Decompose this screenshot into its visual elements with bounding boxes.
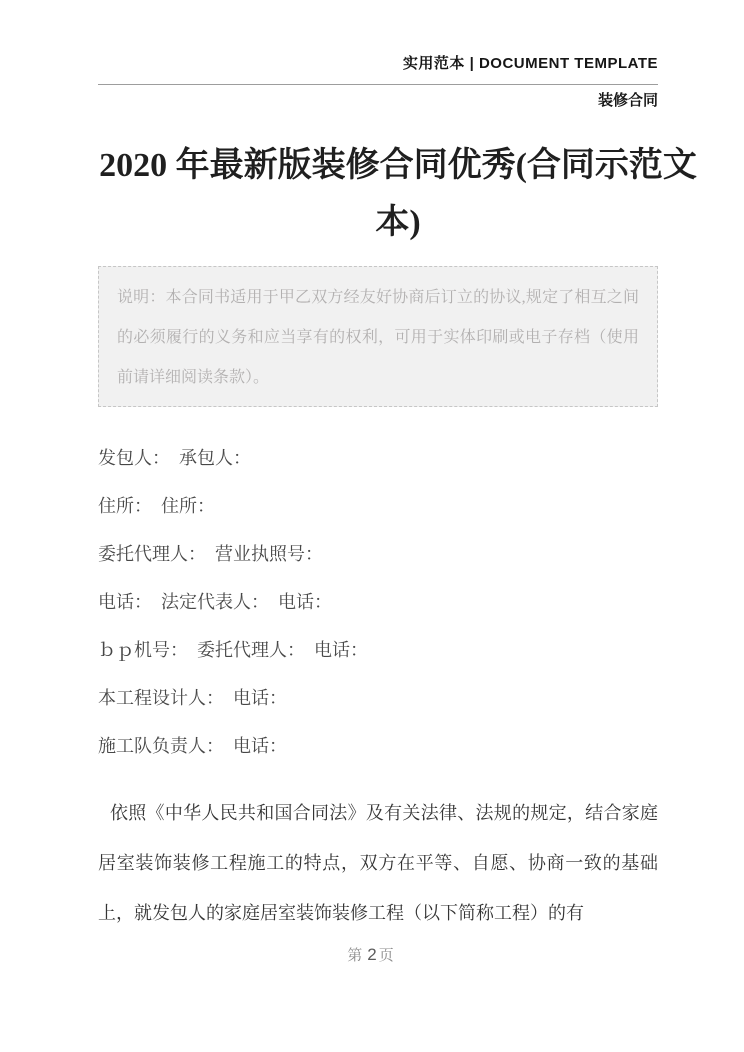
notice-box: [98, 266, 658, 407]
document-title: 2020 年最新版装修合同优秀(合同示范文本): [99, 147, 697, 241]
info-line-phone-representative: 电话： 法定代表人： 电话：: [98, 592, 332, 612]
party-info-section: [98, 449, 658, 756]
info-line-foreman-phone: 施工队负责人： 电话：: [98, 736, 287, 756]
info-line-parties: 发包人： 承包人：: [98, 448, 251, 468]
intro-paragraph: 依照《中华人民共和国合同法》及有关法律、法规的规定，结合家庭居室装饰装修工程施工的特点，双方在平等、自愿、协商一致的基础上，就发包人的家庭居室装饰装修工程（以下简称工程）的有: [98, 803, 658, 923]
info-line-agent-license: 委托代理人： 营业执照号：: [98, 544, 323, 564]
brand-text: 实用范本 | DOCUMENT TEMPLATE: [402, 55, 658, 72]
notice-text: 说明：本合同书适用于甲乙双方经友好协商后订立的协议,规定了相互之间的必须履行的义务和应当享有的权利，可用于实体印刷或电子存档（使用前请详细阅读条款）。: [117, 289, 639, 386]
footer-suffix: 页: [378, 948, 397, 964]
info-line-bp-agent-phone: ｂｐ机号： 委托代理人： 电话：: [98, 640, 368, 660]
page-header: [98, 55, 658, 109]
info-line-addresses: 住所： 住所：: [98, 496, 215, 516]
doc-type-label: 装修合同: [597, 92, 658, 109]
page-number: 2: [367, 945, 377, 964]
page-footer: [0, 944, 744, 965]
info-line-designer-phone: 本工程设计人： 电话：: [98, 688, 287, 708]
header-divider: [98, 84, 658, 85]
footer-prefix: 第: [347, 948, 366, 964]
